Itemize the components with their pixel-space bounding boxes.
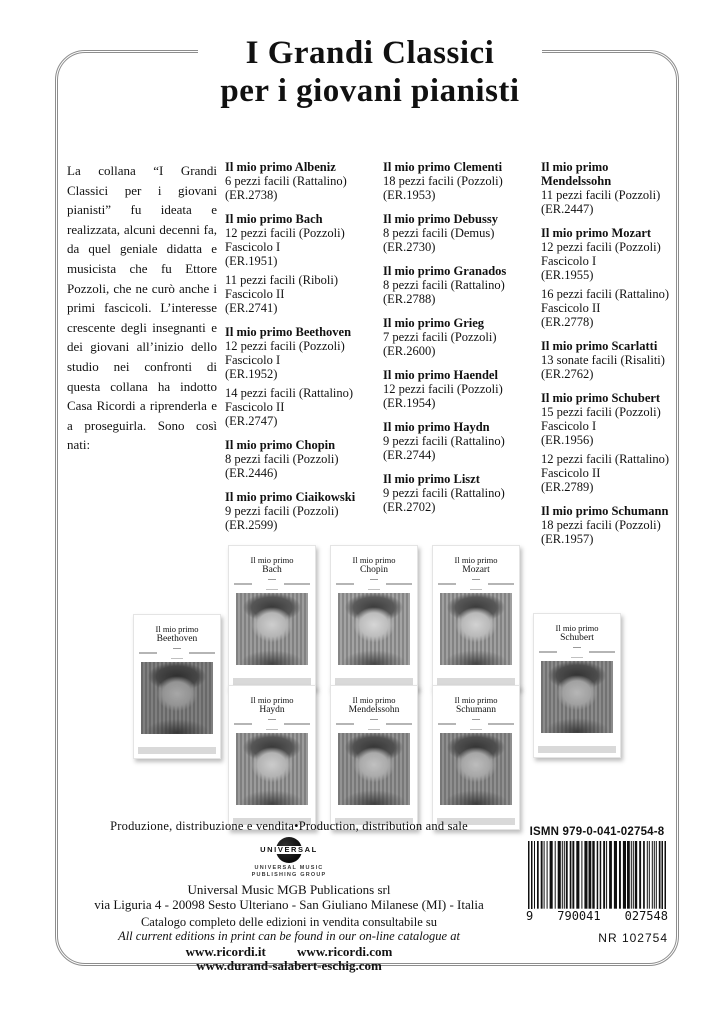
edition-line: (ER.2741): [225, 301, 278, 315]
catalog-entry-title: Il mio primo Mozart: [541, 226, 652, 240]
catalog-entry: [383, 420, 541, 462]
edition-line: 12 pezzi facili (Pozzoli): [541, 240, 661, 254]
cover-haydn: [228, 685, 316, 830]
logo-subline-2: PUBLISHING GROUP: [251, 871, 327, 878]
cover-composer-label: Chopin: [360, 565, 388, 575]
cover-series-label: Il mio primo: [155, 624, 199, 634]
cover-credit-left: [438, 723, 456, 725]
cover-credits: [229, 723, 315, 725]
cover-credit-left: [234, 723, 252, 725]
cover-credit-right: [386, 723, 412, 725]
cover-bottom-band: [335, 678, 413, 685]
ismn-number: ISMN 979-0-041-02754-8: [529, 826, 665, 838]
edition-line: (ER.1952): [225, 367, 278, 381]
catalog-entry-title: Il mio primo Liszt: [383, 472, 480, 486]
catalog-edition: [225, 452, 383, 480]
cover-credit-left: [139, 652, 157, 654]
cover-series-label: Il mio primo: [250, 695, 294, 705]
catalog-edition: [383, 278, 541, 306]
catalog-entry-title: Il mio primo Debussy: [383, 212, 498, 226]
edition-line: 13 sonate facili (Risaliti): [541, 353, 665, 367]
cover-credit-left: [234, 583, 252, 585]
production-line: Produzione, distribuzione e vendita•Production, distribution and sale: [110, 819, 468, 833]
barcode-digit-lead: 9: [526, 909, 534, 923]
catalog-edition: [225, 386, 383, 428]
cover-series-label: Il mio primo: [250, 555, 294, 565]
cover-composer-label: Schumann: [455, 705, 497, 715]
catalog-entry-title: Il mio primo Schumann: [541, 504, 669, 518]
cover-series-label: Il mio primo: [352, 555, 396, 565]
cover-credits: [134, 652, 220, 654]
catalog-entry: [383, 264, 541, 306]
cover-credits: [433, 583, 519, 585]
cover-rule: [368, 729, 380, 730]
cover-credit-right: [386, 583, 412, 585]
edition-line: Fascicolo I: [225, 353, 281, 367]
cover-credits: [433, 723, 519, 725]
edition-line: (ER.2447): [541, 202, 594, 216]
cover-credit-right: [589, 651, 615, 653]
catalog-entry: [541, 391, 681, 494]
edition-line: (ER.2762): [541, 367, 594, 381]
composer-portrait: [440, 733, 512, 805]
edition-line: (ER.2744): [383, 448, 436, 462]
catalog-entry-title: Il mio primo Clementi: [383, 160, 503, 174]
edition-line: 12 pezzi facili (Pozzoli): [225, 226, 345, 240]
edition-line: (ER.2446): [225, 466, 278, 480]
universal-wordmark: UNIVERSAL: [254, 846, 324, 854]
catalog-entry-title: Il mio primo Scarlatti: [541, 339, 658, 353]
catalog-edition: [541, 452, 681, 494]
edition-line: 12 pezzi facili (Pozzoli): [225, 339, 345, 353]
cover-bottom-band: [233, 678, 311, 685]
cover-rule: [171, 658, 183, 659]
catalog-column: [383, 160, 541, 556]
url-durand: www.durand-salabert-eschig.com: [196, 958, 382, 973]
edition-line: Fascicolo II: [225, 400, 285, 414]
cover-rule: [571, 657, 583, 658]
cover-ornament: [370, 579, 378, 580]
cover-composer-label: Mendelssohn: [348, 705, 400, 715]
catalog-edition: [541, 287, 681, 329]
cover-beethoven: [133, 614, 221, 759]
title-line-2: per i giovani pianisti: [220, 73, 520, 109]
edition-line: 9 pezzi facili (Rattalino): [383, 486, 505, 500]
cover-ornament: [472, 579, 480, 580]
cover-bottom-band: [437, 678, 515, 685]
edition-line: 18 pezzi facili (Pozzoli): [541, 518, 661, 532]
catalog-edition: [225, 504, 383, 532]
cover-credits: [331, 583, 417, 585]
intro-paragraph: La collana “I Grandi Classici per i giovani pianisti” fu ideata e realizzata, alcuni decenni fa, da quel geniale didatta e musicista che fu Ettore Pozzoli, che ne curò anche i primi fascicoli. L’interesse crescente degli insegnanti e dei giovani all’inizio dello studio nei confronti di questa collana ha indotto Casa Ricordi a riprenderla e a proseguirla. Sono così nati:: [67, 163, 217, 453]
barcode-digit-group2: 027548: [624, 909, 668, 923]
barcode-block: [518, 826, 676, 945]
cover-composer-label: Schubert: [560, 633, 594, 643]
edition-line: (ER.2600): [383, 344, 436, 358]
cover-schubert: [533, 613, 621, 758]
edition-line: (ER.2747): [225, 414, 278, 428]
catalog-entry-title: Il mio primo Beethoven: [225, 325, 352, 339]
catalog-entry-title: Il mio primo Haendel: [383, 368, 498, 382]
edition-line: (ER.1954): [383, 396, 436, 410]
cover-rule: [266, 589, 278, 590]
plate-number: NR 102754: [598, 931, 668, 945]
cover-rule: [368, 589, 380, 590]
edition-line: (ER.2730): [383, 240, 436, 254]
footer: [60, 819, 518, 973]
catalog-entry: [541, 160, 681, 216]
barcode-digits: [524, 909, 670, 923]
catalog-entry: [225, 490, 383, 532]
edition-line: (ER.2788): [383, 292, 436, 306]
edition-line: Fascicolo I: [541, 254, 597, 268]
cover-rule: [470, 589, 482, 590]
page-title: [198, 34, 542, 110]
catalog-edition: [541, 188, 681, 216]
catalog-edition: [383, 434, 541, 462]
cover-series-label: Il mio primo: [454, 695, 498, 705]
catalog-edition: [225, 339, 383, 381]
cover-ornament: [173, 648, 181, 649]
edition-line: 11 pezzi facili (Riboli): [225, 273, 339, 287]
catalog-entry: [541, 226, 681, 329]
edition-line: 9 pezzi facili (Rattalino): [383, 434, 505, 448]
cover-credits: [229, 583, 315, 585]
edition-line: (ER.2738): [225, 188, 278, 202]
catalog-entry: [383, 212, 541, 254]
cover-credit-left: [539, 651, 557, 653]
catalog-entry: [541, 504, 681, 546]
cover-credit-right: [284, 583, 310, 585]
composer-portrait: [236, 733, 308, 805]
cover-credit-left: [336, 583, 354, 585]
catalog-edition: [383, 382, 541, 410]
edition-line: Fascicolo I: [541, 419, 597, 433]
edition-line: Fascicolo I: [225, 240, 281, 254]
catalog-edition: [225, 174, 383, 202]
cover-ornament: [268, 719, 276, 720]
cover-credit-right: [189, 652, 215, 654]
cover-ornament: [268, 579, 276, 580]
catalog-column: [541, 160, 681, 556]
edition-line: (ER.2778): [541, 315, 594, 329]
universal-logo: [260, 837, 318, 863]
cover-rule: [470, 729, 482, 730]
edition-line: 9 pezzi facili (Pozzoli): [225, 504, 339, 518]
composer-portrait: [440, 593, 512, 665]
catalog-column: [225, 160, 383, 556]
catalog-entry: [225, 438, 383, 480]
cover-composer-label: Haydn: [259, 705, 285, 715]
cover-series-label: Il mio primo: [555, 623, 599, 633]
edition-line: 12 pezzi facili (Rattalino): [541, 452, 670, 466]
edition-line: Fascicolo II: [541, 301, 601, 315]
catalog-entry-title: Il mio primo Grieg: [383, 316, 485, 330]
cover-credits: [534, 651, 620, 653]
edition-line: (ER.1953): [383, 188, 436, 202]
ricordi-urls: [60, 945, 518, 959]
catalog-edition: [383, 174, 541, 202]
cover-bottom-band: [538, 746, 616, 753]
edition-line: (ER.1951): [225, 254, 278, 268]
edition-line: (ER.2599): [225, 518, 278, 532]
edition-line: 18 pezzi facili (Pozzoli): [383, 174, 503, 188]
catalog-entry: [383, 472, 541, 514]
logo-subline-1: UNIVERSAL MUSIC: [254, 865, 324, 871]
catalog-edition: [383, 330, 541, 358]
catalog-edition: [383, 226, 541, 254]
catalog-edition: [541, 353, 681, 381]
edition-line: (ER.1956): [541, 433, 594, 447]
edition-line: 8 pezzi facili (Rattalino): [383, 278, 505, 292]
cover-composer-label: Mozart: [462, 565, 490, 575]
edition-line: 7 pezzi facili (Pozzoli): [383, 330, 497, 344]
edition-line: 11 pezzi facili (Pozzoli): [541, 188, 661, 202]
publisher-name: Universal Music MGB Publications srl: [187, 882, 391, 897]
catalog-entry-title: Il mio primo Granados: [383, 264, 507, 278]
edition-line: (ER.2789): [541, 480, 594, 494]
cover-ornament: [370, 719, 378, 720]
catalog-entry-title: Il mio primo Bach: [225, 212, 323, 226]
catalog-entry: [383, 368, 541, 410]
cover-mendelssohn: [330, 685, 418, 830]
catalog-entry-title: Il mio primo Schubert: [541, 391, 661, 405]
composer-portrait: [236, 593, 308, 665]
edition-line: 12 pezzi facili (Pozzoli): [383, 382, 503, 396]
publisher-address: via Liguria 4 - 20098 Sesto Ulteriano - San Giuliano Milanese (MI) - Italia: [94, 897, 484, 912]
catalog-edition: [541, 240, 681, 282]
catalog-entry: [225, 212, 383, 315]
cover-bottom-band: [138, 747, 216, 754]
catalog-edition: [225, 273, 383, 315]
catalog-note-en: All current editions in print can be found in our on-line catalogue at: [118, 929, 460, 943]
composer-portrait: [338, 593, 410, 665]
catalog-edition: [541, 405, 681, 447]
edition-line: Fascicolo II: [541, 466, 601, 480]
edition-line: 16 pezzi facili (Rattalino): [541, 287, 670, 301]
cover-composer-label: Beethoven: [156, 634, 198, 644]
catalog-edition: [541, 518, 681, 546]
catalog-entry: [225, 325, 383, 428]
cover-series-label: Il mio primo: [352, 695, 396, 705]
edition-line: 14 pezzi facili (Rattalino): [225, 386, 354, 400]
url-ricordi-it: www.ricordi.it: [185, 944, 266, 959]
edition-line: 6 pezzi facili (Rattalino): [225, 174, 347, 188]
cover-ornament: [573, 647, 581, 648]
catalog-edition: [225, 226, 383, 268]
cover-credit-right: [488, 583, 514, 585]
composer-portrait: [541, 661, 613, 733]
catalog-entry-title: Il mio primo Ciaikowski: [225, 490, 356, 504]
cover-credits: [331, 723, 417, 725]
catalog-entry-title: Il mio primo Mendelssohn: [541, 160, 612, 188]
cover-chopin: [330, 545, 418, 690]
barcode-digit-group1: 790041: [557, 909, 601, 923]
edition-line: 8 pezzi facili (Pozzoli): [225, 452, 339, 466]
composer-portrait: [338, 733, 410, 805]
cover-mozart: [432, 545, 520, 690]
catalog-columns: [225, 160, 681, 556]
catalog-entry-title: Il mio primo Albeniz: [225, 160, 336, 174]
composer-portrait: [141, 662, 213, 734]
cover-credit-right: [284, 723, 310, 725]
catalog-entry: [541, 339, 681, 381]
catalog-entry-title: Il mio primo Chopin: [225, 438, 336, 452]
cover-series-label: Il mio primo: [454, 555, 498, 565]
cover-ornament: [472, 719, 480, 720]
edition-line: 8 pezzi facili (Demus): [383, 226, 495, 240]
cover-credit-left: [438, 583, 456, 585]
cover-bach: [228, 545, 316, 690]
edition-line: Fascicolo II: [225, 287, 285, 301]
edition-line: 15 pezzi facili (Pozzoli): [541, 405, 661, 419]
cover-credit-right: [488, 723, 514, 725]
catalog-entry: [225, 160, 383, 202]
cover-composer-label: Bach: [262, 565, 282, 575]
title-line-1: I Grandi Classici: [245, 35, 495, 71]
cover-rule: [266, 729, 278, 730]
catalog-entry-title: Il mio primo Haydn: [383, 420, 490, 434]
url-ricordi-com: www.ricordi.com: [297, 944, 393, 959]
cover-schumann: [432, 685, 520, 830]
edition-line: (ER.2702): [383, 500, 436, 514]
catalog-note-it: Catalogo completo delle edizioni in vendita consultabile su: [140, 915, 438, 929]
catalog-edition: [383, 486, 541, 514]
edition-line: (ER.1957): [541, 532, 594, 546]
catalog-entry: [383, 160, 541, 202]
cover-credit-left: [336, 723, 354, 725]
edition-line: (ER.1955): [541, 268, 594, 282]
catalog-entry: [383, 316, 541, 358]
